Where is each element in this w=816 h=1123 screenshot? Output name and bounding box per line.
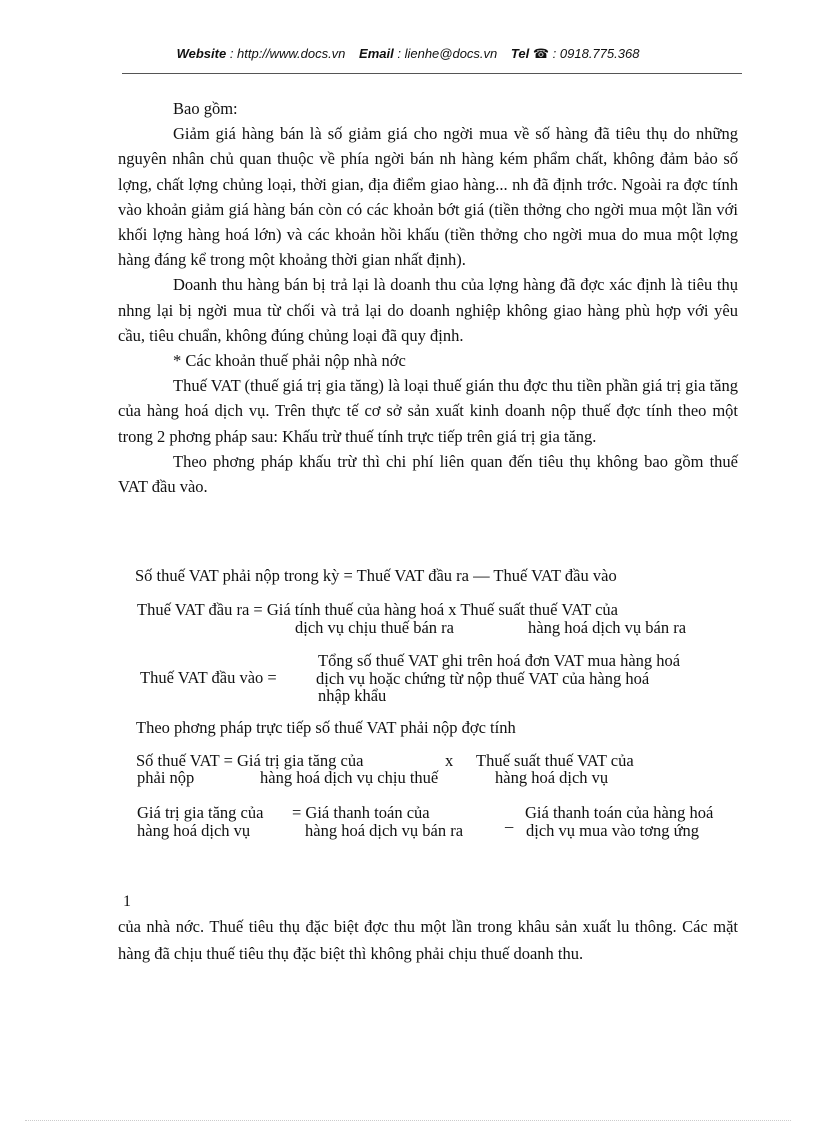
formula-input-vat-right1: Tổng số thuế VAT ghi trên hoá đơn VAT mua hàng hoá xyxy=(318,651,681,670)
continuation-paragraph: của nhà nớc. Thuế tiêu thụ đặc biệt đợc thu một lần trong khâu sản xuất lu thông. Các mặt hàng đã chịu thuế tiêu thụ đặc biệt thì không phải chịu thuế doanh thu. xyxy=(118,917,738,963)
formula-direct-vat-x: x xyxy=(445,751,454,770)
formula-direct-vat-b2: hàng hoá dịch vụ chịu thuế xyxy=(260,768,439,787)
formula-direct-method-heading: Theo phơng pháp trực tiếp số thuế VAT phải nộp đợc tính xyxy=(136,718,516,737)
page-bottom-divider xyxy=(25,1120,791,1121)
email-address[interactable]: : lienhe@docs.vn xyxy=(397,46,498,61)
formula-output-vat-line1: Thuế VAT đầu ra = Giá tính thuế của hàng hoá x Thuế suất thuế VAT của xyxy=(137,600,618,619)
website-label: Website xyxy=(176,46,227,61)
paragraph-price-discount: Giảm giá hàng bán là số giảm giá cho ngời mua về số hàng đã tiêu thụ do những nguyên nhân chủ quan thuộc về phía ngời bán nh hàng kém phẩm chất, không đảm bảo số lợng, chất lợng chủng loại, thời gian, địa điểm giao hàng... nh đã định trớc. Ngoài ra đợc tính vào khoản giảm giá hàng bán còn có các khoản bớt giá (tiền thởng cho ngời mua một lần với khối lợng hàng hoá lớn) và các khoản hồi khấu (tiền thởng cho ngời mua do mua một lợng hàng đáng kể trong một khoảng thời gian nhất định). xyxy=(118,124,738,270)
formula-value-added-c1: Giá thanh toán của hàng hoá xyxy=(525,803,714,822)
formula-value-added-a2: hàng hoá dịch vụ xyxy=(137,821,251,840)
paragraph-taxes-heading: * Các khoản thuế phải nộp nhà nớc xyxy=(173,351,406,371)
paragraph-intro: Bao gồm: xyxy=(173,99,238,118)
page-number: 1 xyxy=(123,893,131,910)
paragraph-returned-sales: Doanh thu hàng bán bị trả lại là doanh thu của lợng hàng đã đợc xác định là tiêu thụ nhng lại bị ngời mua từ chối và trả lại do doanh nghiệp không giao hàng phù hợp với yêu cầu, tiêu chuẩn, không đúng chủng loại đã quy định. xyxy=(118,275,738,345)
formula-value-added-c2: dịch vụ mua vào tơng ứng xyxy=(526,821,700,840)
email-label: Email xyxy=(359,46,394,61)
formula-direct-vat-a1: Số thuế VAT = Giá trị gia tăng của xyxy=(136,751,364,770)
formula-output-vat-line2a: dịch vụ chịu thuế bán ra xyxy=(295,618,454,637)
tel-label: Tel xyxy=(510,46,530,61)
formula-value-added-minus: _ xyxy=(505,811,514,830)
phone-icon: ☎ xyxy=(532,46,550,61)
website-url[interactable]: : http://www.docs.vn xyxy=(229,46,346,61)
formula-input-vat-left: Thuế VAT đầu vào = xyxy=(140,668,277,687)
header-divider xyxy=(122,73,742,74)
formula-input-vat-right3: nhập khẩu xyxy=(318,686,387,705)
tel-number: : 0918.775.368 xyxy=(552,46,640,61)
page-header xyxy=(0,46,816,62)
formula-input-vat-right2: dịch vụ hoặc chứng từ nộp thuế VAT của hàng hoá xyxy=(316,669,650,688)
paragraph-deduction-method: Theo phơng pháp khấu trừ thì chi phí liên quan đến tiêu thụ không bao gồm thuế VAT đầu vào. xyxy=(118,451,738,497)
formula-direct-vat-c2: hàng hoá dịch vụ xyxy=(495,768,609,787)
formula-value-added-b2: hàng hoá dịch vụ bán ra xyxy=(305,821,464,840)
formula-direct-vat-a2: phải nộp xyxy=(137,768,195,787)
formula-value-added-b1: = Giá thanh toán của xyxy=(292,803,430,822)
body-text xyxy=(118,96,738,499)
formula-vat-payable: Số thuế VAT phải nộp trong kỳ = Thuế VAT đầu ra — Thuế VAT đầu vào xyxy=(135,566,617,585)
formula-output-vat-line2b: hàng hoá dịch vụ bán ra xyxy=(528,618,687,637)
formula-value-added-a1: Giá trị gia tăng của xyxy=(137,803,264,822)
paragraph-vat: Thuế VAT (thuế giá trị gia tăng) là loại thuế gián thu đợc thu tiền phần giá trị gia tăng của hàng hoá dịch vụ. Trên thực tế cơ sở sản xuất kinh doanh nộp thuế đợc tính theo một trong 2 phơng pháp sau: Khấu trừ thuế tính trực tiếp trên giá trị gia tăng. xyxy=(118,376,738,446)
formula-direct-vat-c1: Thuế suất thuế VAT của xyxy=(476,751,634,770)
